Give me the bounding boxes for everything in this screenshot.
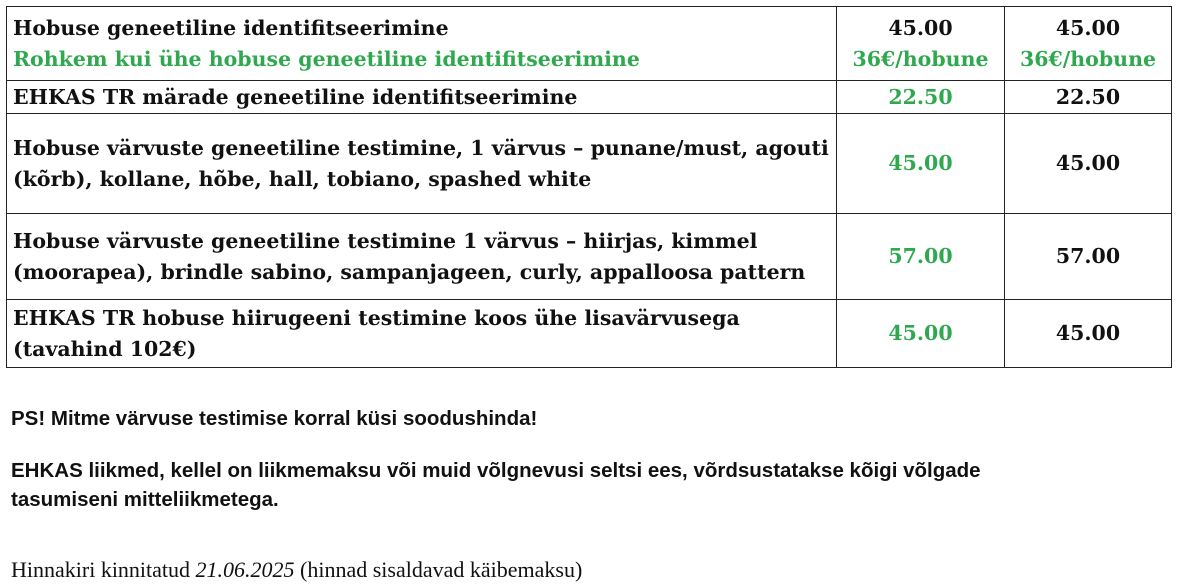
service-description [7,114,837,214]
member-debt-note-line: tasumiseni mitteliikmetega. [11,488,279,511]
approval-note [11,555,1169,584]
other-price-cell [1005,81,1172,114]
member-price-cell [837,7,1005,81]
discount-note: PS! Mitme värvuse testimise korral küsi soodushinda! [11,407,538,430]
table-row-color-test-basic [7,114,1172,214]
other-price-cell [1005,7,1172,81]
member-price: 45.00 [888,321,953,345]
other-price-cell [1005,214,1172,300]
other-price: 22.50 [1055,84,1121,109]
member-debt-note-line: EHKAS liikmed, kellel on liikmemaksu või muid võlgnevusi seltsi ees, võrdsustatakse kõigi võlgade [11,459,981,482]
member-price-cell [837,114,1005,214]
service-description [7,7,837,81]
price-table [6,6,1172,368]
other-price: 45.00 [1055,151,1121,175]
service-name: EHKAS TR märade geneetiline identifitseerimine [13,84,578,109]
other-price-cell [1005,114,1172,214]
member-price-cell [837,214,1005,300]
approval-prefix: Hinnakiri kinnitatud [11,557,191,582]
member-price: 45.00 [888,151,953,175]
service-line: (tavahind 102€) [13,336,197,361]
other-price: 45.00 [1055,321,1121,345]
table-row-dun-gene-test [7,300,1172,368]
member-price: 45.00 [888,15,953,40]
service-description [7,214,837,300]
service-line: (moorapea), brindle sabino, sampanjageen, curly, appalloosa pattern [13,259,806,284]
member-price: 57.00 [888,244,953,268]
member-price: 22.50 [888,84,953,109]
approval-suffix: (hinnad sisaldavad käibemaksu) [300,557,583,582]
member-debt-note [11,456,1169,514]
service-line: Hobuse värvuste geneetiline testimine, 1 värvus – punane/must, agouti [13,135,829,160]
other-price: 57.00 [1055,244,1121,268]
table-row-identification [7,7,1172,81]
other-price-per-horse: 36€/hobune [1019,46,1157,71]
table-row-mare-identification [7,81,1172,114]
approval-date: 21.06.2025 [195,557,295,582]
service-line: (kõrb), kollane, hõbe, hall, tobiano, spashed white [13,166,592,191]
service-name: Hobuse geneetiline identifitseerimine [13,15,449,40]
service-description [7,81,837,114]
member-price-cell [837,300,1005,368]
table-row-color-test-extended [7,214,1172,300]
member-price-per-horse: 36€/hobune [852,46,989,71]
service-description [7,300,837,368]
other-price-cell [1005,300,1172,368]
member-price-cell [837,81,1005,114]
service-line: EHKAS TR hobuse hiirugeeni testimine koos ühe lisavärvusega [13,305,740,330]
other-price: 45.00 [1055,15,1121,40]
service-subnote: Rohkem kui ühe hobuse geneetiline identifitseerimine [13,46,640,71]
service-line: Hobuse värvuste geneetiline testimine 1 värvus – hiirjas, kimmel [13,228,758,253]
